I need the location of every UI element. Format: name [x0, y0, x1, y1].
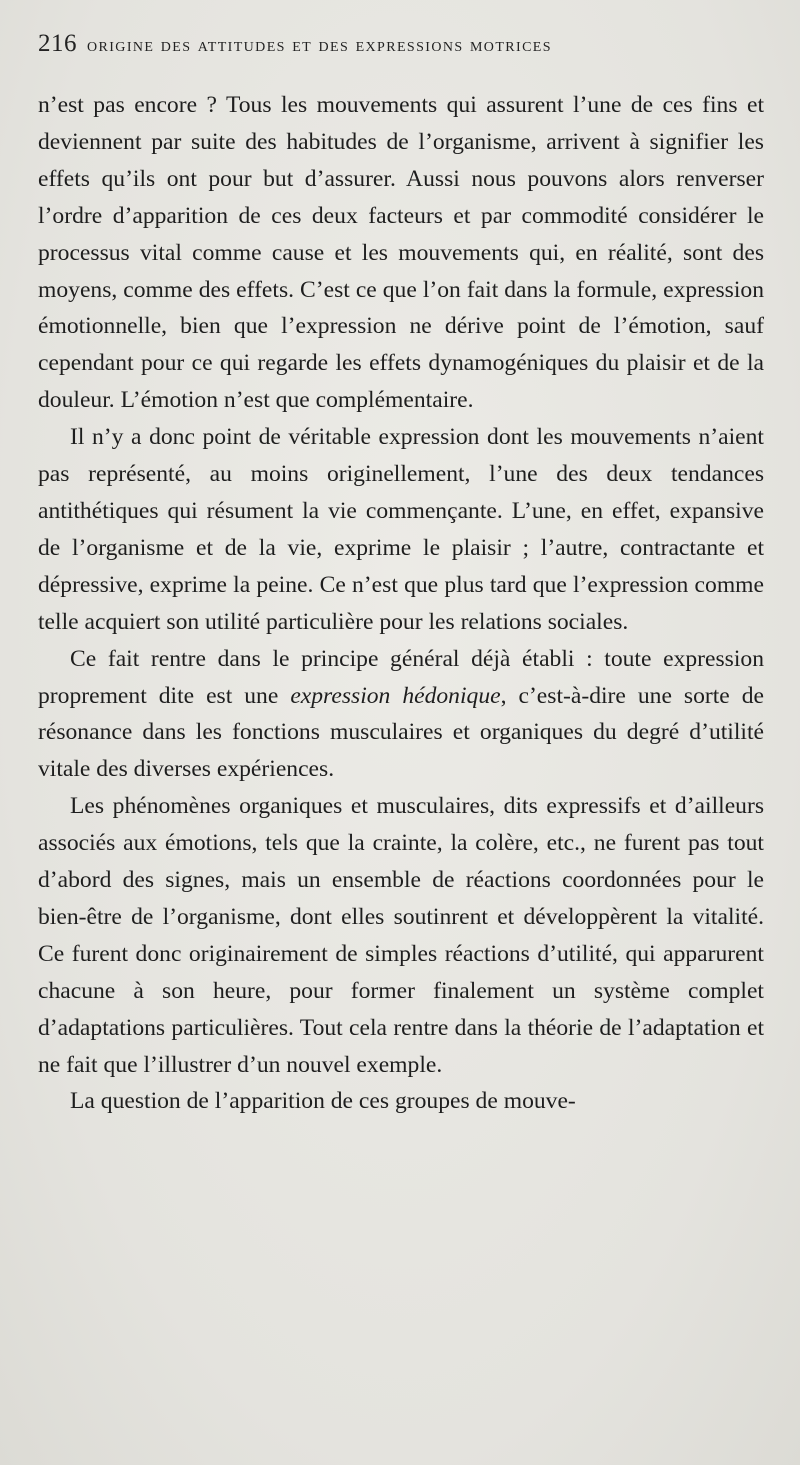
- paragraph-5: La question de l’apparition de ces groupes de mouve-: [70, 1088, 576, 1115]
- running-header: [38, 30, 764, 64]
- paragraph-3-text-a: Ce fait rentre dans le principe général déjà établi : toute expression proprement dite est une: [38, 645, 764, 709]
- body-text: [38, 87, 764, 1120]
- paragraph-1: n’est pas encore ? Tous les mouvements qui assurent l’une de ces fins et deviennent par suite des habitudes de l’organisme, arrivent à signifier les effets qu’ils ont pour but d’assurer. Aussi nous pouvons alors renverser l’ordre d’apparition de ces deux facteurs et par commodité considérer le processus vital comme cause et les mouvements qui, en réalité, sont des moyens, comme des effets. C’est ce que l’on fait dans la formule, expression émotionnelle, bien que l’expression ne dérive point de l’émotion, sauf cependant pour ce qui regarde les effets dynamogéniques du plaisir et de la douleur. L’émotion n’est que complémentaire.: [38, 92, 764, 414]
- paragraph-2: Il n’y a donc point de véritable expression dont les mouvements n’aient pas représenté, au moins originellement, l’une des deux tendances antithétiques qui résument la vie commençante. L’une, en effet, expansive de l’organisme et de la vie, exprime le plaisir ; l’autre, contractante et dépressive, exprime la peine. Ce n’est que plus tard que l’expression comme telle acquiert son utilité particulière pour les relations sociales.: [38, 424, 764, 635]
- running-title: origine des attitudes et des expressions motrices: [87, 34, 552, 56]
- page-number: 216: [38, 30, 77, 57]
- paragraph-3-text-b: , c’est-à-dire une sorte de résonance dans les fonctions musculaires et organiques du degré d’utilité vitale des diverses expériences.: [38, 682, 765, 783]
- paragraph-4: Les phénomènes organiques et musculaires, dits expressifs et d’ailleurs associés aux émotions, tels que la crainte, la colère, etc., ne furent pas tout d’abord des signes, mais un ensemble de réactions coordonnées pour le bien-être de l’organisme, dont elles soutinrent et développèrent la vitalité. Ce furent donc originairement de simples réactions d’utilité, qui apparurent chacune à son heure, pour former finalement un système complet d’adaptations particulières. Tout cela rentre dans la théorie de l’adaptation et ne fait que l’illustrer d’un nouvel exemple.: [38, 793, 764, 1078]
- paragraph-3: [38, 641, 764, 789]
- italic-term: expression hédonique: [290, 682, 501, 709]
